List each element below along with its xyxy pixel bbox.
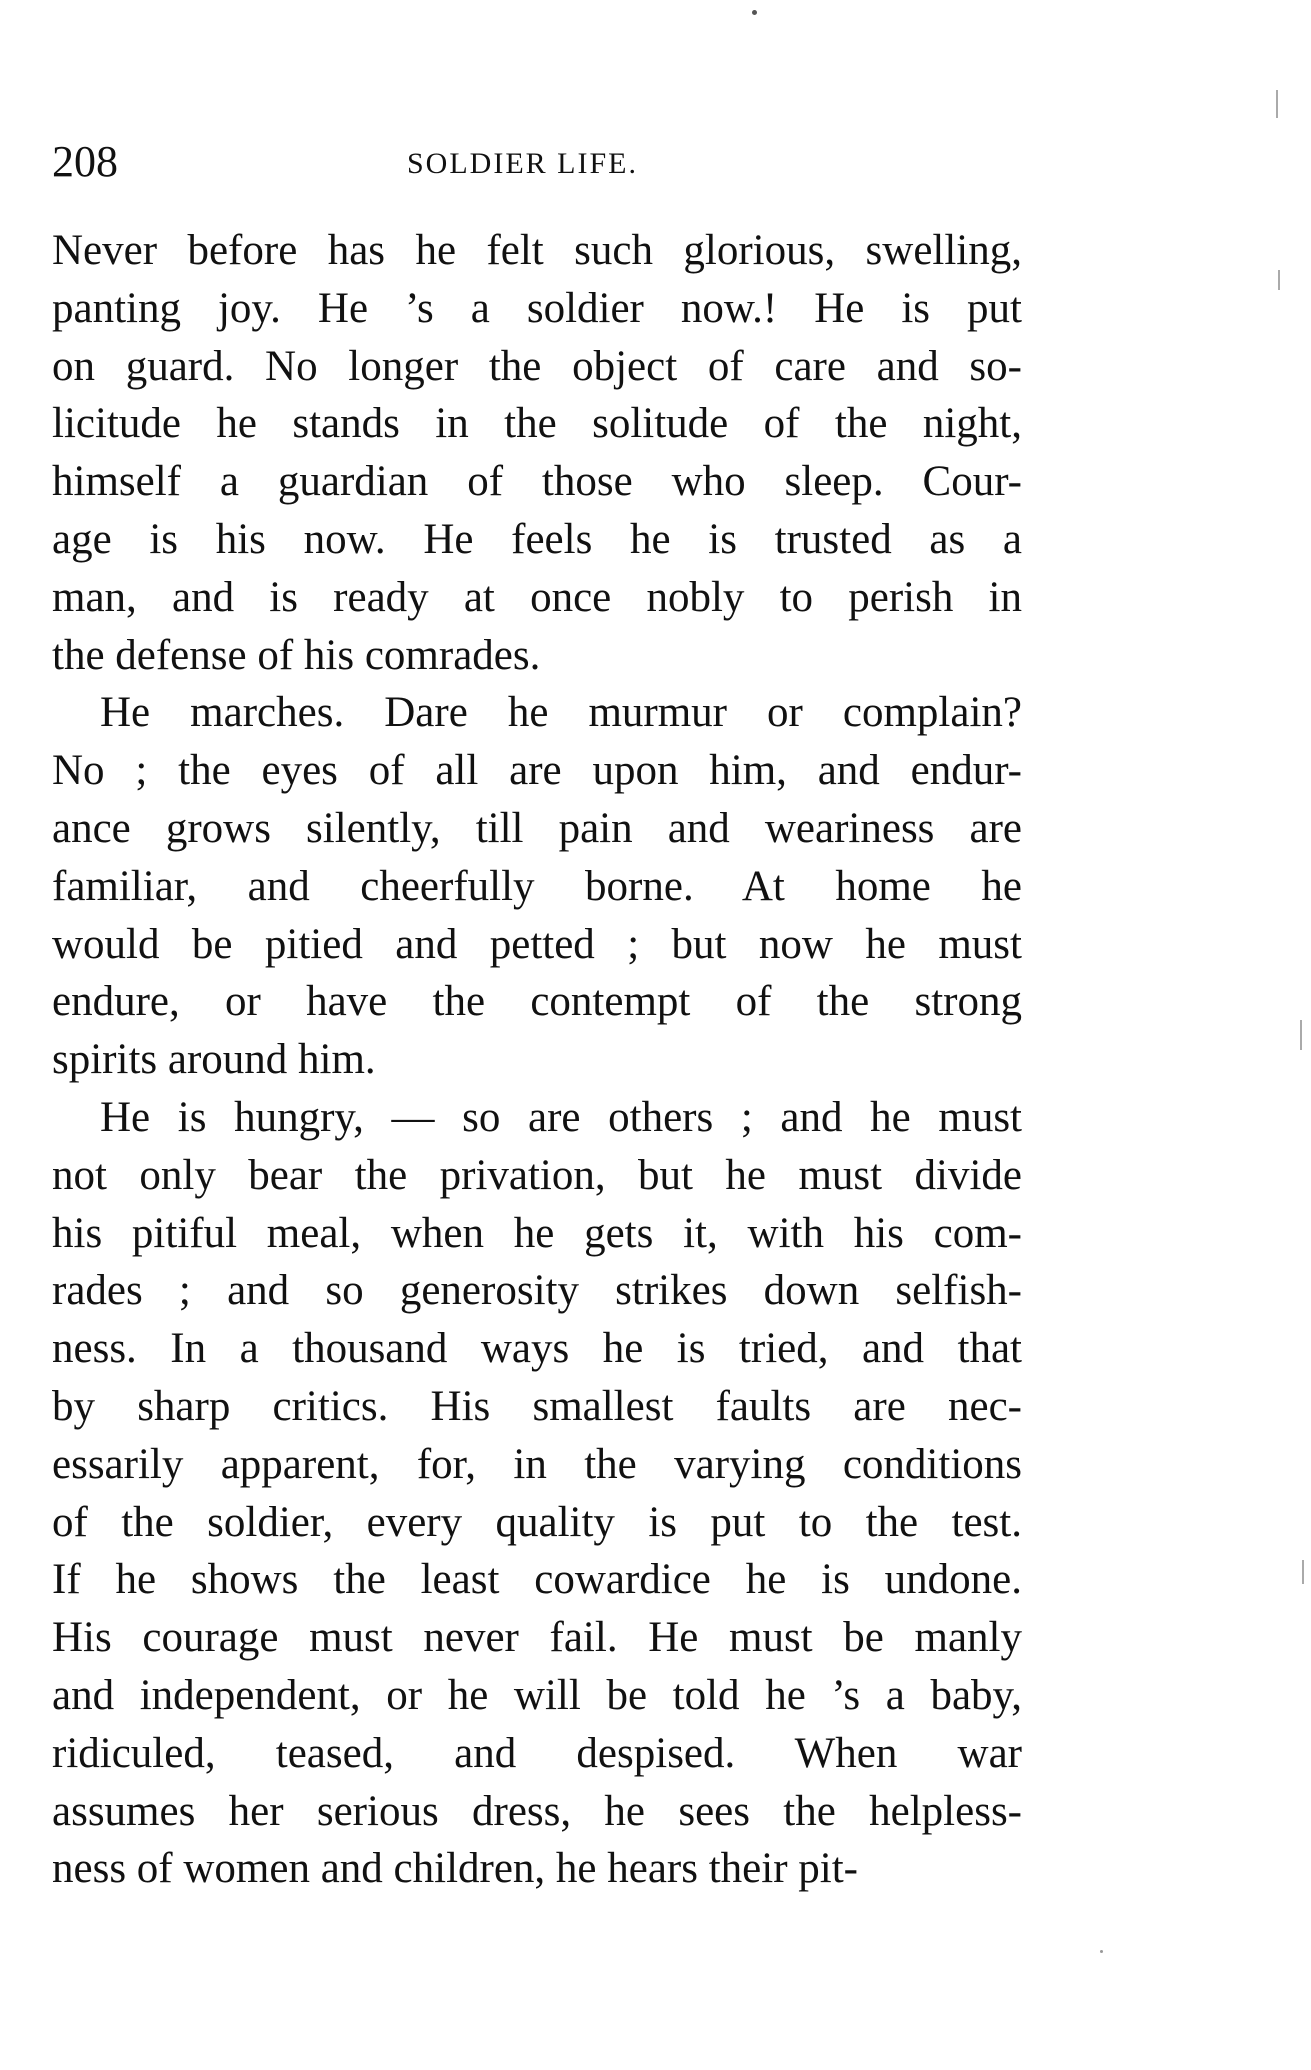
running-head: SOLDIER LIFE. <box>407 147 638 180</box>
text-line: spirits around him. <box>52 1036 376 1084</box>
text-line: assumes her serious dress, he sees the helpless- <box>52 1787 1022 1835</box>
text-line: rades ; and so generosity strikes down selfish- <box>52 1267 1022 1315</box>
text-line: man, and is ready at once nobly to perish in <box>52 573 1022 621</box>
text-line: ness of women and children, he hears their pit- <box>52 1845 858 1893</box>
text-line: age is his now. He feels he is trusted as a <box>52 515 1022 563</box>
text-line: ance grows silently, till pain and weariness are <box>52 804 1022 852</box>
page-number: 208 <box>52 137 118 186</box>
paragraph <box>52 222 1022 684</box>
text-line: Never before has he felt such glorious, swelling, <box>52 227 1022 274</box>
text-line: on guard. No longer the object of care and so- <box>52 342 1022 390</box>
scan-speck <box>752 10 757 15</box>
text-line: not only bear the privation, but he must divide <box>52 1151 1022 1199</box>
text-line: endure, or have the contempt of the strong <box>52 978 1022 1026</box>
text-line: the defense of his comrades. <box>52 631 541 679</box>
text-line: familiar, and cheerfully borne. At home he <box>52 862 1022 910</box>
text-line: His courage must never fail. He must be manly <box>52 1614 1022 1662</box>
page-header <box>52 136 1022 188</box>
page-edge-mark <box>1302 1560 1304 1584</box>
text-line: himself a guardian of those who sleep. Cour- <box>52 458 1022 506</box>
text-line: He is hungry, — so are others ; and he must <box>100 1093 1022 1141</box>
text-line: of the soldier, every quality is put to the test. <box>52 1498 1022 1546</box>
text-line: licitude he stands in the solitude of the night, <box>52 400 1022 448</box>
paragraph <box>52 684 1022 1089</box>
text-line: essarily apparent, for, in the varying conditions <box>52 1440 1022 1488</box>
body-text <box>52 222 1022 1898</box>
text-line: by sharp critics. His smallest faults are nec- <box>52 1382 1022 1430</box>
text-line: his pitiful meal, when he gets it, with his com- <box>52 1209 1022 1257</box>
page-edge-mark <box>1300 1020 1302 1050</box>
text-line: would be pitied and petted ; but now he must <box>52 920 1022 968</box>
page-edge-mark <box>1278 270 1280 290</box>
text-line: If he shows the least cowardice he is undone. <box>52 1556 1022 1604</box>
text-line: He marches. Dare he murmur or complain? <box>100 689 1022 737</box>
page-edge-mark <box>1276 90 1278 118</box>
text-line: ridiculed, teased, and despised. When war <box>52 1729 1022 1777</box>
paragraph <box>52 1089 1022 1898</box>
text-line: ness. In a thousand ways he is tried, and that <box>52 1325 1022 1373</box>
text-line: No ; the eyes of all are upon him, and endur- <box>52 747 1022 795</box>
scan-speck <box>1100 1950 1103 1953</box>
text-line: and independent, or he will be told he ’s a baby, <box>52 1671 1022 1719</box>
text-line: panting joy. He ’s a soldier now.! He is put <box>52 284 1022 332</box>
